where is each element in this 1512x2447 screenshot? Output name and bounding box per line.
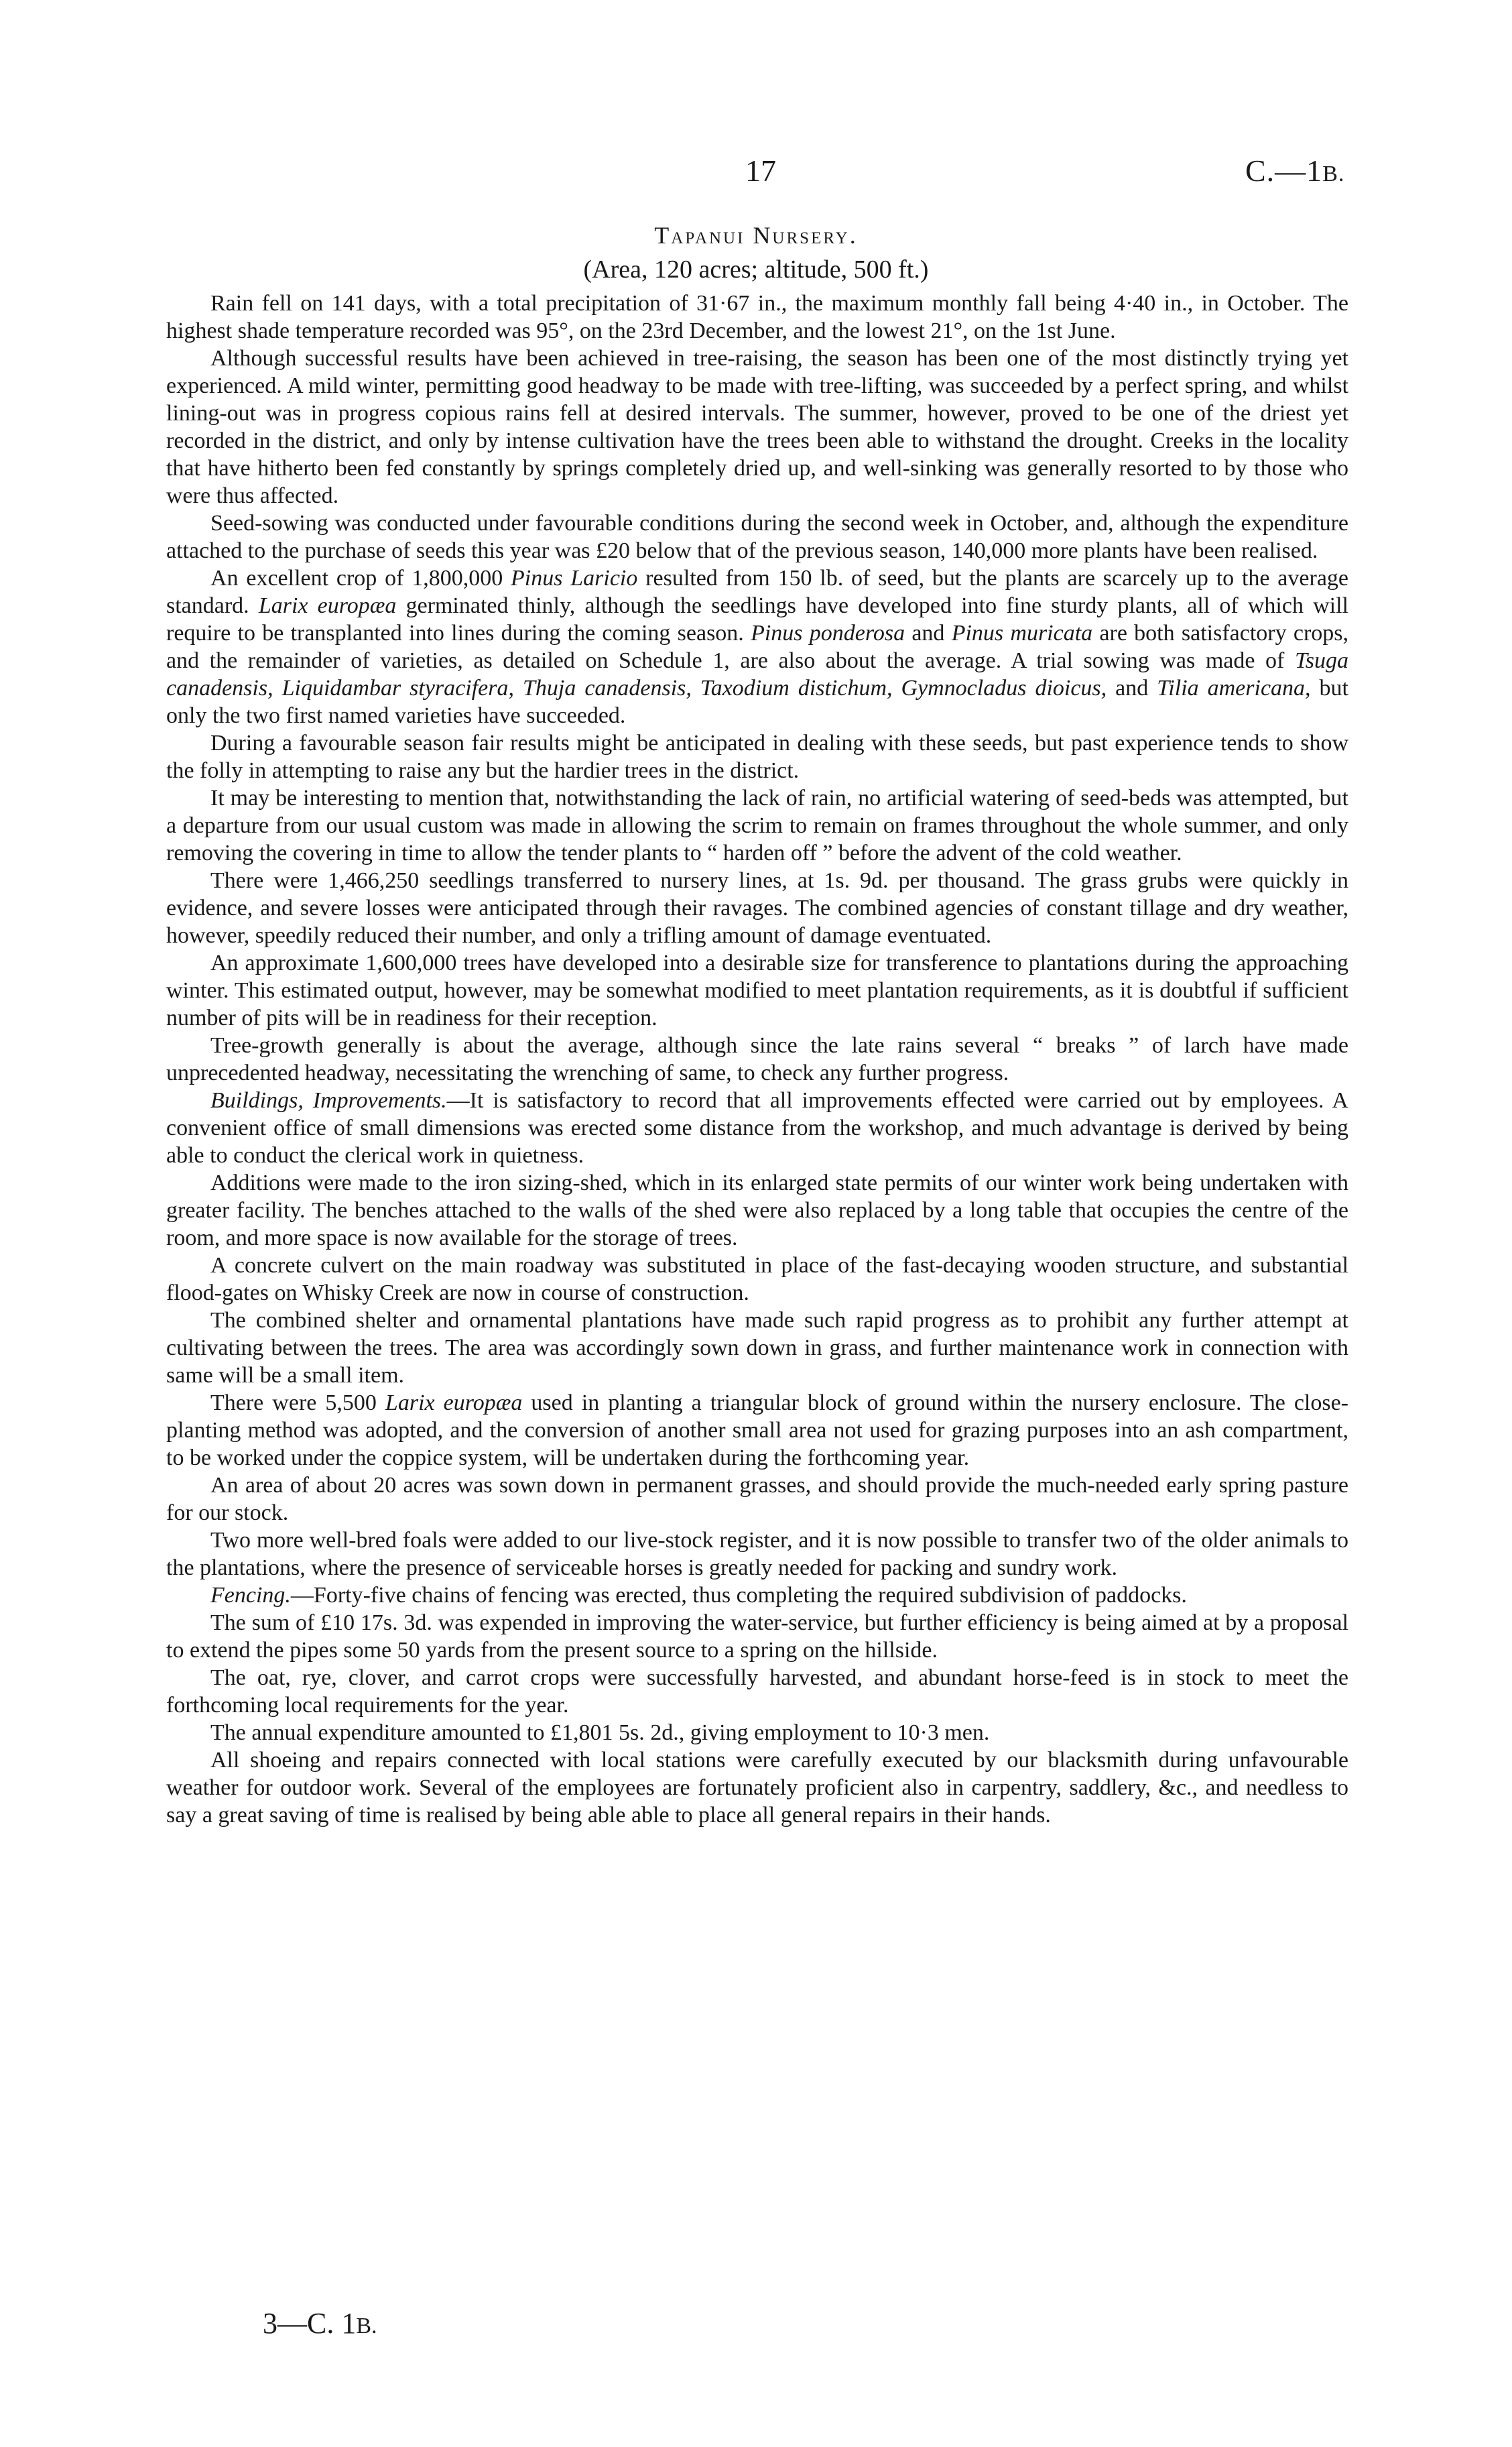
paragraph-text: and (905, 621, 952, 646)
paragraph (166, 1472, 1348, 1527)
italic-text: Pinus muricata (951, 621, 1093, 646)
paragraph-text: There were 1,466,250 seedlings transferred to nursery lines, at 1s. 9d. per thousand. The grass grubs were quickly in evidence, and severe losses were anticipated through their ravages. The combined agencies of constant tillage and dry weather, however, speedily reduced their number, and only a trifling amount of damage eventuated. (166, 868, 1348, 948)
section-title: Tapanui Nursery. (654, 222, 858, 249)
paragraph-text: The sum of £10 17s. 3d. was expended in improving the water-service, but further efficiency is being aimed at by a proposal to extend the pipes some 50 yards from the present source to a spring on the hillside. (166, 1610, 1348, 1663)
paragraph-text: —Forty-five chains of fencing was erected, thus completing the required subdivision of paddocks. (290, 1583, 1187, 1608)
paragraph (166, 345, 1348, 510)
paragraph-text: Additions were made to the iron sizing-shed, which in its enlarged state permits of our winter work being undertaken with greater facility. The benches attached to the walls of the shed were also replaced by a long table that occupies the centre of the room, and more space is now available for the storage of trees. (166, 1171, 1348, 1250)
paragraph-text: An excellent crop of 1,800,000 (210, 566, 511, 591)
paragraph-text: resulted from 150 lb. of seed, but the plants are scarcely up to the average standard. (166, 566, 1348, 618)
italic-text: Tsuga canadensis, Liquidambar styracifera, Thuja canadensis, Taxodium distichum, Gymnocladus dioicus, (166, 648, 1348, 701)
paragraph (166, 1389, 1348, 1472)
paragraph (166, 784, 1348, 867)
italic-text: Buildings, Improvements. (210, 1088, 447, 1113)
paragraph (166, 1527, 1348, 1581)
paragraph-text: Seed-sowing was conducted under favourable conditions during the second week in October, and, although the expenditure attached to the purchase of seeds this year was £20 below that of the previous season, 140,000 more plants have been realised. (166, 511, 1348, 563)
paragraph-text: The annual expenditure amounted to £1,801 5s. 2d., giving employment to 10·3 men. (210, 1720, 990, 1745)
paragraph (166, 290, 1348, 345)
document-code-suffix: B. (1322, 162, 1345, 186)
paragraph-text: There were 5,500 (210, 1390, 385, 1415)
paragraph (166, 729, 1348, 784)
paragraph-text: Two more well-bred foals were added to our live-stock register, and it is now possible to transfer two of the older animals to the plantations, where the presence of serviceable horses is greatly needed for packing and sundry work. (166, 1528, 1348, 1580)
paragraph-text: germinated thinly, although the seedlings have developed into fine sturdy plants, all of which will require to be transplanted into lines during the coming season. (166, 593, 1349, 646)
paragraph (166, 867, 1348, 949)
paragraph (166, 1087, 1348, 1169)
italic-text: Tilia americana, (1157, 676, 1311, 701)
paragraph-text: During a favourable season fair results might be anticipated in dealing with these seeds, but past experience tends to show the folly in attempting to raise any but the hardier trees in the district. (166, 731, 1348, 783)
paragraph (166, 1719, 1348, 1746)
italic-text: Larix europæa (258, 593, 397, 618)
paragraph-text: An area of about 20 acres was sown down in permanent grasses, and should provide the much-needed early spring pasture for our stock. (166, 1473, 1348, 1525)
paragraph (166, 1746, 1348, 1829)
italic-text: Pinus ponderosa (751, 621, 905, 646)
paragraph-text: The combined shelter and ornamental plantations have made such rapid progress as to prohibit any further attempt at cultivating between the trees. The area was accordingly sown down in grass, and further maintenance work in connection with same will be a small item. (166, 1308, 1348, 1388)
italic-text: Fencing. (210, 1583, 291, 1608)
document-code-main: C.—1 (1245, 154, 1323, 188)
paragraph (166, 1169, 1348, 1252)
paragraph-text: Although successful results have been achieved in tree-raising, the season has been one of the most distinctly trying yet experienced. A mild winter, permitting good headway to be made with tree-lifting, was succeeded by a perfect spring, and whilst lining-out was in progress copious rains fell at desired intervals. The summer, however, proved to be one of the driest yet recorded in the district, and only by intense cultivation have the trees been able to withstand the drought. Creeks in the locality that have hitherto been fed constantly by springs completely dried up, and well-sinking was generally resorted to by those who were thus affected. (166, 346, 1348, 508)
report-body (166, 290, 1348, 1829)
paragraph-text: are both satisfactory crops, and the remainder of varieties, as detailed on Schedule 1, are also about the average. A trial sowing was made of (166, 621, 1349, 673)
paragraph (166, 510, 1348, 564)
page-number: 17 (745, 154, 776, 188)
italic-text: Pinus Laricio (511, 566, 638, 591)
paragraph-text: A concrete culvert on the main roadway was substituted in place of the fast-decaying wooden structure, and substantial flood-gates on Whisky Creek are now in course of construction. (166, 1253, 1348, 1305)
paragraph-text: All shoeing and repairs connected with local stations were carefully executed by our blacksmith during unfavourable weather for outdoor work. Several of the employees are fortunately proficient also in carpentry, saddlery, &c., and needless to say a great saving of time is realised by being able able to place all general repairs in their hands. (166, 1748, 1348, 1828)
paragraph-text: The oat, rye, clover, and carrot crops were successfully harvested, and abundant horse-feed is in stock to meet the forthcoming local requirements for the year. (166, 1665, 1348, 1718)
paragraph-text: but only the two first named varieties have succeeded. (166, 676, 1348, 728)
paragraph-text: It may be interesting to mention that, notwithstanding the lack of rain, no artificial watering of seed-beds was attempted, but a departure from our usual custom was made in allowing the scrim to remain on frames throughout the whole summer, and only removing the covering in time to allow the tender plants to “ harden off ” before the advent of the cold weather. (166, 786, 1348, 866)
italic-text: Larix europæa (385, 1390, 523, 1415)
page-signature (263, 2306, 377, 2340)
page-signature-main: 3—C. 1 (263, 2307, 357, 2340)
paragraph (166, 1581, 1348, 1609)
page-signature-suffix: B. (356, 2314, 377, 2338)
paragraph (166, 1032, 1348, 1087)
paragraph-text: Tree-growth generally is about the average, although since the late rains several “ breaks ” of larch have made unprecedented headway, necessitating the wrenching of same, to check any further progress. (166, 1033, 1348, 1085)
paragraph (166, 1609, 1348, 1664)
paragraph (166, 564, 1348, 729)
paragraph (166, 1252, 1348, 1307)
paragraph-text: An approximate 1,600,000 trees have developed into a desirable size for transference to plantations during the approaching winter. This estimated output, however, may be somewhat modified to meet plantation requirements, as it is doubtful if sufficient number of pits will be in readiness for their reception. (166, 951, 1348, 1030)
paragraph (166, 1664, 1348, 1719)
paragraph-text: —It is satisfactory to record that all improvements effected were carried out by employees. A convenient office of small dimensions was erected some distance from the workshop, and much advantage is derived by being able to conduct the clerical work in quietness. (166, 1088, 1348, 1168)
section-subtitle: (Area, 120 acres; altitude, 500 ft.) (583, 255, 929, 284)
paragraph-text: and (1107, 676, 1157, 701)
paragraph (166, 1307, 1348, 1389)
paragraph (166, 949, 1348, 1032)
paragraph-text: Rain fell on 141 days, with a total precipitation of 31·67 in., the maximum monthly fall being 4·40 in., in October. The highest shade temperature recorded was 95°, on the 23rd December, and the lowest 21°, on the 1st June. (166, 291, 1348, 343)
paragraph-text: used in planting a triangular block of ground within the nursery enclosure. The close-planting method was adopted, and the conversion of another small area not used for grazing purposes into an ash compartment, to be worked under the coppice system, will be undertaken during the forthcoming year. (166, 1390, 1348, 1470)
document-code (1245, 153, 1344, 188)
